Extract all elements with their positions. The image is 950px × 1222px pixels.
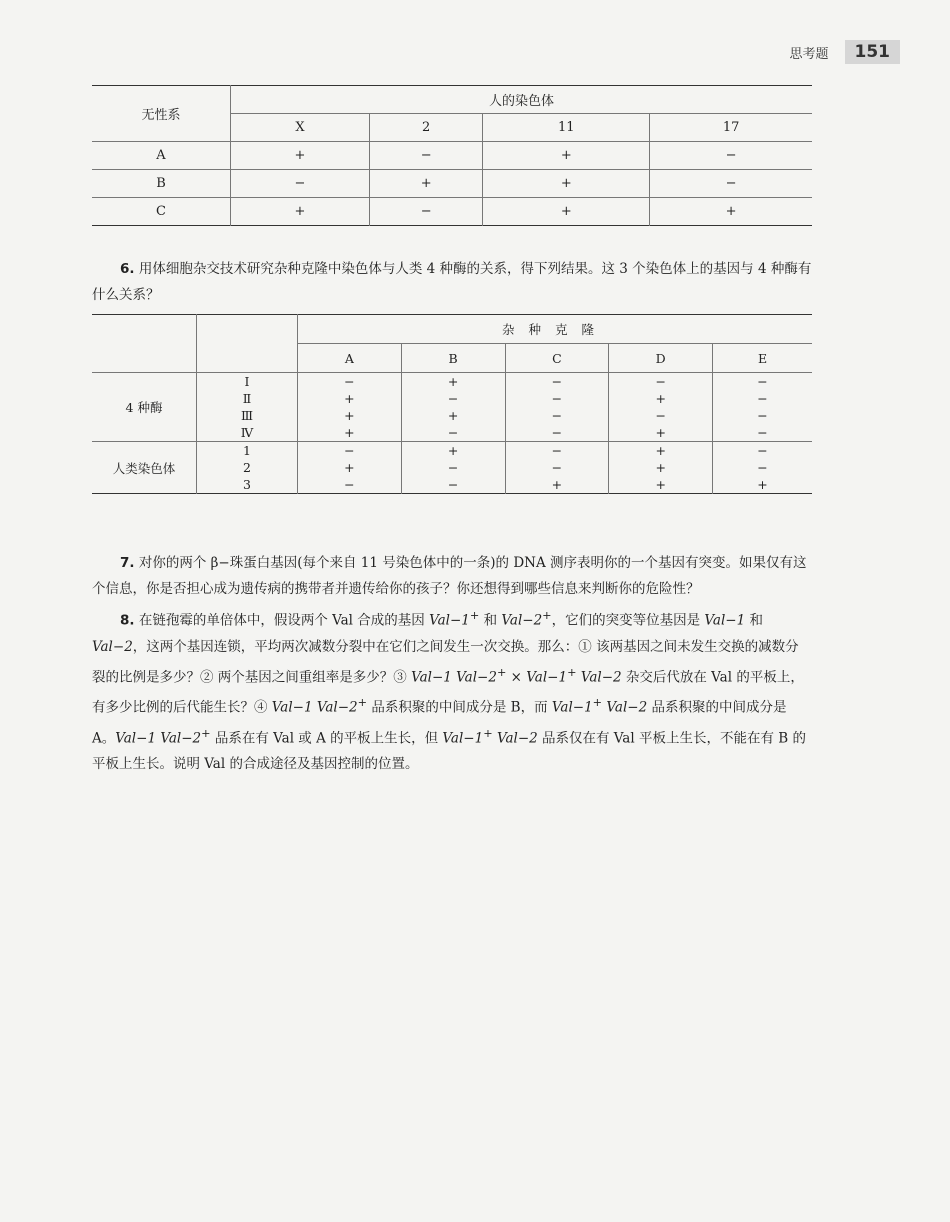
table-row xyxy=(92,476,812,494)
column-header: 2 xyxy=(370,114,483,142)
table-cell: + xyxy=(231,142,370,170)
table-cell: + xyxy=(483,170,650,198)
superscript: + xyxy=(201,726,211,740)
question-body: 对你的两个 β−珠蛋白基因(每个来自 11 号染色体中的一条)的 DNA 测序表明你的一个基因有突变。如果仅有这个信息，你是否担心成为遗传病的携带者并遗传给你的孩子？你还想得到哪些信息来判断你的危险性？ xyxy=(92,555,807,597)
gene-symbol: Val−1 xyxy=(429,612,470,629)
text-run: 品系积聚的中间成分是 B，而 xyxy=(367,699,552,716)
table-cell: + xyxy=(609,424,713,442)
text-run: 杂交后代放在 Val 的平板上，有多少比例的后代能生长？④ xyxy=(92,669,804,716)
table-cell: + xyxy=(401,407,505,424)
column-header: C xyxy=(505,344,609,373)
superscript: + xyxy=(483,726,493,740)
text-run: × xyxy=(506,669,527,685)
column-header: D xyxy=(609,344,713,373)
column-header: E xyxy=(713,344,812,373)
table-cell: − xyxy=(757,460,768,475)
column-header: X xyxy=(231,114,370,142)
gene-symbol: Val−2 xyxy=(92,638,133,655)
text-run: 和 xyxy=(479,612,502,629)
column-header: 11 xyxy=(483,114,650,142)
section-title: 思考题 xyxy=(789,46,829,62)
table-cell: + xyxy=(231,198,370,226)
table-cell: + xyxy=(401,442,505,460)
question-text xyxy=(92,256,812,308)
table-cell: − xyxy=(757,408,768,423)
row-label: C xyxy=(92,198,231,226)
table-cell: − xyxy=(370,142,483,170)
row-header-cell: 无性系 xyxy=(92,86,231,142)
empty-header-cell xyxy=(92,315,197,373)
gene-symbol: Val−2 xyxy=(580,669,622,685)
table-row xyxy=(92,442,812,460)
text-run: 在链孢霉的单倍体中，假设两个 Val 合成的基因 xyxy=(138,612,430,629)
table-cell: − xyxy=(609,373,713,391)
table-row xyxy=(92,424,812,442)
gene-symbol: Val−1 Val−2 xyxy=(271,699,358,716)
table-cell: + xyxy=(609,459,713,476)
table-cell: + xyxy=(401,373,505,391)
table-cell: + xyxy=(298,459,402,476)
row-label: 3 xyxy=(197,476,298,494)
table-cell: − xyxy=(401,424,505,442)
table-cell: − xyxy=(505,424,609,442)
table-cell: − xyxy=(401,390,505,407)
empty-header-cell xyxy=(197,315,298,373)
superscript: + xyxy=(542,609,552,622)
column-header: B xyxy=(401,344,505,373)
table-cell: − xyxy=(401,476,505,494)
question-number: 7. xyxy=(120,555,135,571)
group-label: 4 种酶 xyxy=(92,373,197,442)
table-cell: − xyxy=(505,407,609,424)
table-cell: − xyxy=(757,425,768,440)
table-row xyxy=(92,170,812,198)
table-cell: + xyxy=(650,198,812,226)
table-cell: + xyxy=(609,442,713,460)
table-cell: − xyxy=(650,170,812,198)
text-run: 品系仅在有 Val 平板上生长，不能在有 B 的平板上生长。说明 Val 的合成途径及基因控制的位置。 xyxy=(92,730,806,772)
table-cell: + xyxy=(298,424,402,442)
table-row xyxy=(92,390,812,407)
group-header-cell: 人的染色体 xyxy=(231,86,813,114)
gene-symbol: Val−1 xyxy=(551,699,593,716)
table-row xyxy=(92,198,812,226)
table-cell: − xyxy=(298,373,402,391)
question-text xyxy=(92,550,812,602)
table-row xyxy=(92,142,812,170)
column-header: A xyxy=(298,344,402,373)
running-head xyxy=(789,40,900,64)
row-label: 1 xyxy=(197,442,298,460)
question-text xyxy=(92,603,812,777)
gene-symbol: Val−1 Val−2 xyxy=(411,669,497,685)
table-row xyxy=(92,407,812,424)
superscript: + xyxy=(567,665,577,679)
table-cell: − xyxy=(713,442,812,460)
row-label: Ⅰ xyxy=(197,373,298,391)
table-cell: − xyxy=(757,391,768,406)
gene-symbol: Val−2 xyxy=(606,699,648,716)
superscript: + xyxy=(496,665,507,679)
table-cell: + xyxy=(483,198,650,226)
table-cell: − xyxy=(298,476,402,494)
gene-symbol: Val−1 xyxy=(526,669,568,685)
table-cell: − xyxy=(370,198,483,226)
table-cell: − xyxy=(505,373,609,391)
gene-symbol: Val−1 xyxy=(442,730,484,746)
table-cell: + xyxy=(298,390,402,407)
table-cell: + xyxy=(505,476,609,494)
row-label: B xyxy=(92,170,231,198)
group-header-cell: 杂种克隆 xyxy=(298,315,813,344)
question-body: 用体细胞杂交技术研究杂种克隆中染色体与人类 4 种酶的关系，得下列结果。这 3 个染色体上的基因与 4 种酶有什么关系？ xyxy=(92,261,812,303)
table-cell: + xyxy=(370,170,483,198)
gene-symbol: Val−2 xyxy=(496,730,538,746)
row-label: Ⅱ xyxy=(197,390,298,407)
column-header: 17 xyxy=(650,114,812,142)
table-cell: − xyxy=(505,459,609,476)
row-label: A xyxy=(92,142,231,170)
superscript: + xyxy=(469,609,480,622)
row-label: 2 xyxy=(197,459,298,476)
gene-symbol: Val−1 xyxy=(704,612,746,629)
question-number: 6. xyxy=(120,261,135,277)
table-cell: − xyxy=(231,170,370,198)
text-run: ，它们的突变等位基因是 xyxy=(551,612,705,629)
text-run: ，这两个基因连锁，平均两次减数分裂中在它们之间发生一次交换。那么：① 该两基因之间未发生交换的减数分裂的比例是多少？② 两个基因之间重组率是多少？③ xyxy=(92,638,799,685)
table-cell: + xyxy=(757,477,768,492)
superscript: + xyxy=(592,696,603,709)
row-label: Ⅲ xyxy=(197,407,298,424)
table-row xyxy=(92,373,812,391)
row-label: Ⅳ xyxy=(197,424,298,442)
table-cell: + xyxy=(609,476,713,494)
question-8 xyxy=(92,603,812,777)
table-cell: − xyxy=(609,407,713,424)
page-number: 151 xyxy=(845,40,901,64)
table-row xyxy=(92,459,812,476)
gene-symbol: Val−1 Val−2 xyxy=(115,730,202,746)
table-cell: + xyxy=(609,390,713,407)
table-cell: + xyxy=(298,407,402,424)
text-run: 品系在有 Val 或 A 的平板上生长，但 xyxy=(210,730,443,746)
table-cell: − xyxy=(505,442,609,460)
question-6 xyxy=(92,256,812,308)
question-7 xyxy=(92,550,812,602)
gene-symbol: Val−2 xyxy=(501,612,543,629)
clone-chromosome-table xyxy=(92,85,812,226)
table-cell: − xyxy=(505,390,609,407)
table-cell: − xyxy=(757,374,768,389)
text-run: 品系积聚的中间成分是 A。 xyxy=(92,699,787,746)
group-label: 人类染色体 xyxy=(92,442,197,494)
table-cell: − xyxy=(650,142,812,170)
superscript: + xyxy=(357,696,368,709)
question-number: 8. xyxy=(120,612,135,629)
text-run: 和 xyxy=(745,612,763,629)
hybrid-clone-table xyxy=(92,314,812,494)
table-cell: − xyxy=(401,459,505,476)
table-cell: + xyxy=(483,142,650,170)
table-cell: − xyxy=(298,442,402,460)
